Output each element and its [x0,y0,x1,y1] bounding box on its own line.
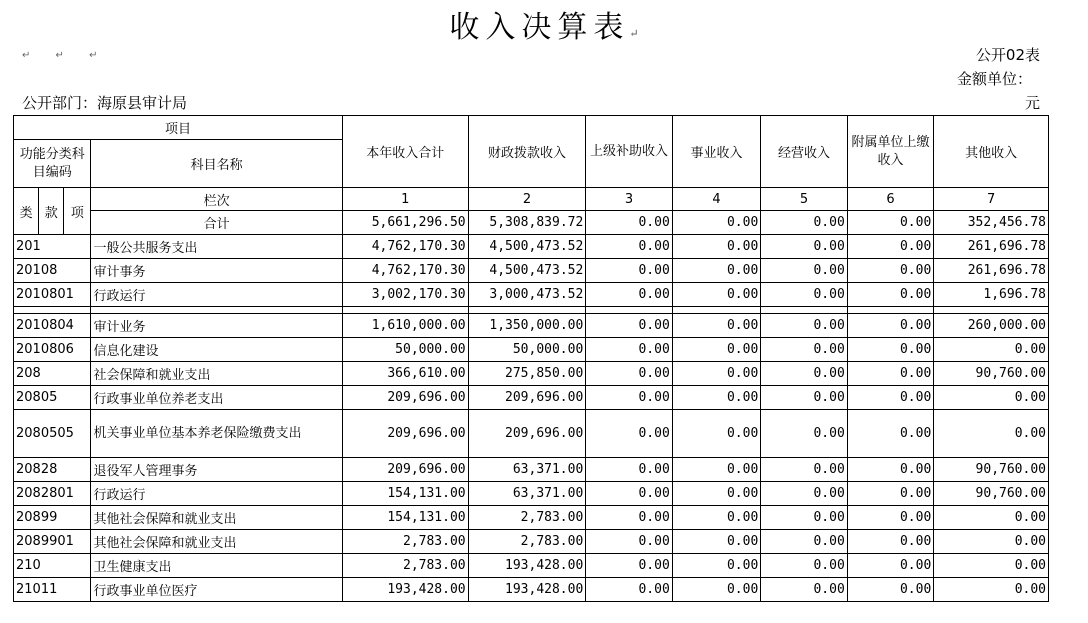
row-value: 4,762,170.30 [342,235,468,259]
row-value: 0.00 [761,530,848,554]
row-code: 20828 [14,458,91,482]
row-code: 2089901 [14,530,91,554]
row-value: 0.00 [672,362,761,386]
form-number: 公开02表 [975,46,1040,64]
unit-label: 金额单位： [956,70,1032,88]
row-value: 0.00 [761,314,848,338]
row-value: 0.00 [586,386,673,410]
row-value: 260,000.00 [934,314,1049,338]
table-row [14,235,1049,259]
header-xiang: 项 [64,188,91,235]
table-row [14,458,1049,482]
row-value: 0.00 [761,338,848,362]
row-value: 0.00 [847,386,934,410]
col-num: 6 [847,188,934,211]
row-name: 机关事业单位基本养老保险缴费支出 [91,410,342,458]
total-cell: 0.00 [586,211,673,235]
row-value: 0.00 [586,458,673,482]
row-value: 4,500,473.52 [468,235,586,259]
row-value: 0.00 [586,314,673,338]
row-value: 0.00 [934,554,1049,578]
row-value: 0.00 [672,386,761,410]
header-lei: 类 [14,188,39,235]
row-name: 行政运行 [91,283,342,307]
row-value: 209,696.00 [468,410,586,458]
row-value: 0.00 [847,410,934,458]
row-value: 0.00 [847,554,934,578]
row-code: 20899 [14,506,91,530]
total-cell: 5,308,839.72 [468,211,586,235]
row-value: 3,000,473.52 [468,283,586,307]
row-value: 0.00 [586,482,673,506]
row-value: 1,610,000.00 [342,314,468,338]
row-value: 0.00 [934,386,1049,410]
col-num: 3 [586,188,673,211]
row-code: 20108 [14,259,91,283]
row-name: 一般公共服务支出 [91,235,342,259]
row-value: 0.00 [761,458,848,482]
row-value: 0.00 [586,283,673,307]
report-title: 收入决算表↵ [449,10,639,45]
row-name: 行政运行 [91,482,342,506]
row-value: 0.00 [761,362,848,386]
row-value: 209,696.00 [342,410,468,458]
row-value: 0.00 [847,482,934,506]
income-table [13,115,1049,602]
row-value: 90,760.00 [934,482,1049,506]
row-value: 0.00 [934,530,1049,554]
row-code: 21011 [14,578,91,602]
row-value: 209,696.00 [468,386,586,410]
header-func-class: 功能分类科目编码 [14,140,91,188]
department: 公开部门：海原县审计局 [22,94,188,112]
row-value: 0.00 [672,410,761,458]
row-value: 154,131.00 [342,482,468,506]
row-value: 0.00 [847,283,934,307]
col-header-affiliate: 附属单位上缴收入 [847,116,934,188]
row-code: 2080505 [14,410,91,458]
paragraph-marks: ↵ ↵ ↵ [22,50,98,61]
row-value: 0.00 [586,554,673,578]
total-cell: 0.00 [847,211,934,235]
row-value: 0.00 [847,506,934,530]
row-name: 行政事业单位养老支出 [91,386,342,410]
total-label: 合计 [91,211,342,235]
row-value: 0.00 [934,338,1049,362]
row-name: 审计事务 [91,259,342,283]
row-name: 审计业务 [91,314,342,338]
table-row [14,506,1049,530]
row-value: 0.00 [672,506,761,530]
row-value: 154,131.00 [342,506,468,530]
row-name: 信息化建设 [91,338,342,362]
row-value: 0.00 [672,530,761,554]
table-row [14,259,1049,283]
col-header-superior: 上级补助收入 [586,116,673,188]
row-value: 0.00 [672,554,761,578]
row-value: 0.00 [847,578,934,602]
row-value: 0.00 [761,554,848,578]
col-num: 7 [934,188,1049,211]
row-name: 卫生健康支出 [91,554,342,578]
row-value: 0.00 [586,362,673,386]
table-row [14,314,1049,338]
col-header-fiscal: 财政拨款收入 [468,116,586,188]
row-value: 0.00 [672,578,761,602]
row-value: 2,783.00 [342,530,468,554]
row-value: 193,428.00 [468,578,586,602]
row-value: 275,850.00 [468,362,586,386]
row-code: 20805 [14,386,91,410]
total-cell: 0.00 [672,211,761,235]
row-value: 1,696.78 [934,283,1049,307]
row-value: 0.00 [672,235,761,259]
row-code: 2010804 [14,314,91,338]
row-name: 行政事业单位医疗 [91,578,342,602]
row-value: 90,760.00 [934,362,1049,386]
row-divider [14,307,1049,314]
col-header-total: 本年收入合计 [342,116,468,188]
row-value: 0.00 [586,338,673,362]
row-value: 193,428.00 [342,578,468,602]
row-value: 0.00 [761,482,848,506]
row-value: 261,696.78 [934,235,1049,259]
row-value: 63,371.00 [468,482,586,506]
row-value: 0.00 [586,410,673,458]
row-code: 2010806 [14,338,91,362]
row-value: 0.00 [847,458,934,482]
total-cell: 5,661,296.50 [342,211,468,235]
row-value: 0.00 [934,578,1049,602]
header-kuan: 款 [39,188,64,235]
row-value: 0.00 [847,362,934,386]
table-row [14,410,1049,458]
table-row [14,578,1049,602]
row-value: 0.00 [761,283,848,307]
row-name: 退役军人管理事务 [91,458,342,482]
row-value: 2,783.00 [468,530,586,554]
table-row [14,530,1049,554]
row-value: 0.00 [586,506,673,530]
row-value: 0.00 [847,314,934,338]
row-value: 209,696.00 [342,386,468,410]
row-value: 90,760.00 [934,458,1049,482]
row-value: 0.00 [586,259,673,283]
col-header-operating: 经营收入 [761,116,848,188]
header-lanci: 栏次 [91,188,342,211]
row-code: 2010801 [14,283,91,307]
table-row [14,338,1049,362]
row-value: 0.00 [761,259,848,283]
col-num: 1 [342,188,468,211]
col-num: 4 [672,188,761,211]
row-value: 3,002,170.30 [342,283,468,307]
row-value: 4,500,473.52 [468,259,586,283]
row-value: 0.00 [672,482,761,506]
table-row [14,482,1049,506]
row-value: 0.00 [761,386,848,410]
row-value: 0.00 [847,259,934,283]
row-code: 201 [14,235,91,259]
row-code: 2082801 [14,482,91,506]
row-value: 193,428.00 [468,554,586,578]
row-value: 0.00 [761,506,848,530]
col-header-other: 其他收入 [934,116,1049,188]
row-value: 366,610.00 [342,362,468,386]
row-value: 0.00 [586,530,673,554]
row-value: 0.00 [586,235,673,259]
row-value: 50,000.00 [342,338,468,362]
col-num: 2 [468,188,586,211]
row-value: 0.00 [847,235,934,259]
col-header-business: 事业收入 [672,116,761,188]
row-value: 2,783.00 [468,506,586,530]
row-value: 0.00 [934,506,1049,530]
unit-value: 元 [1024,94,1040,112]
row-value: 4,762,170.30 [342,259,468,283]
row-value: 0.00 [672,259,761,283]
row-name: 社会保障和就业支出 [91,362,342,386]
table-row [14,554,1049,578]
row-value: 0.00 [672,458,761,482]
table-row [14,386,1049,410]
row-value: 0.00 [586,578,673,602]
row-value: 0.00 [761,578,848,602]
row-value: 0.00 [761,410,848,458]
header-item: 项目 [14,116,343,140]
row-value: 0.00 [672,314,761,338]
row-value: 2,783.00 [342,554,468,578]
row-value: 0.00 [847,338,934,362]
table-row [14,283,1049,307]
col-num: 5 [761,188,848,211]
row-value: 0.00 [847,530,934,554]
row-value: 261,696.78 [934,259,1049,283]
total-cell: 352,456.78 [934,211,1049,235]
row-value: 209,696.00 [342,458,468,482]
table-row [14,362,1049,386]
header-subject-name: 科目名称 [91,140,342,188]
row-name: 其他社会保障和就业支出 [91,506,342,530]
row-value: 0.00 [934,410,1049,458]
row-value: 50,000.00 [468,338,586,362]
row-value: 1,350,000.00 [468,314,586,338]
row-value: 0.00 [761,235,848,259]
row-code: 208 [14,362,91,386]
row-value: 63,371.00 [468,458,586,482]
row-value: 0.00 [672,338,761,362]
row-value: 0.00 [672,283,761,307]
row-name: 其他社会保障和就业支出 [91,530,342,554]
total-cell: 0.00 [761,211,848,235]
row-code: 210 [14,554,91,578]
